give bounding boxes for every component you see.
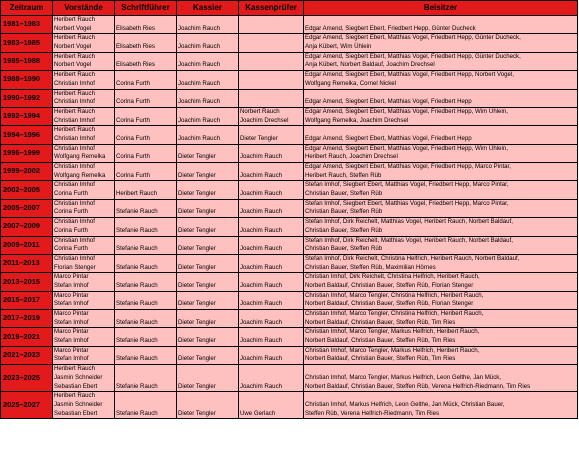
kassier-cell [177,163,239,181]
beisitzer-line: Christian Imhof, Dirk Reichelt, Christina Helfrich, Heribert Rauch, [305,273,480,281]
zeitraum-cell: 1981–1983 [1,16,53,34]
beisitzer-line: Wolfgang Remelka, Joachim Drechsel [305,116,409,124]
beisitzer-line: Christian Bauer, Steffen Rüb [305,226,383,234]
schriftfuehrer-line: Elisabeth Ries [116,61,155,69]
vorstaende-cell [53,236,115,254]
beisitzer-cell [304,310,578,328]
vorstand-name: Sebastian Ebert [54,409,98,417]
zeitraum-cell: 1994–1996 [1,126,53,144]
beisitzer-cell [304,328,578,346]
kassier-cell [177,89,239,107]
schriftfuehrer-line: Corina Furth [116,79,150,87]
beisitzer-cell [304,89,578,107]
beisitzer-cell [304,126,578,144]
beisitzer-cell [304,218,578,236]
vorstand-name: Christian Imhof [54,236,95,244]
table-row [1,236,578,254]
schriftfuehrer-cell [115,181,177,199]
table-row [1,163,578,181]
kassenpruefer-cell [239,107,304,125]
kassenpruefer-cell [239,254,304,272]
schriftfuehrer-line: Stefanie Rauch [116,300,158,308]
vorstaende-cell [53,218,115,236]
beisitzer-line: Wolfgang Remelka, Cornel Nickel [305,79,396,87]
kassenpruefer-cell [239,236,304,254]
vorstand-name: Marco Pintar [54,346,89,354]
vorstand-name: Wolfgang Remelka [54,171,106,179]
table-row [1,34,578,52]
beisitzer-line: Stefan Imhof, Dirk Reichelt, Christina Helfrich, Heribert Rauch, Norbert Baldauf, [305,254,520,262]
kassier-line: Dieter Tengler [178,226,216,234]
kassenpruefer-line: Joachim Rauch [240,245,282,253]
kassier-line: Dieter Tengler [178,300,216,308]
vorstand-name: Christian Imhof [54,181,95,189]
kassier-cell [177,218,239,236]
header-zeitraum: Zeitraum [1,1,53,16]
schriftfuehrer-line: Corina Furth [116,171,150,179]
beisitzer-cell [304,365,578,392]
vorstaende-cell [53,16,115,34]
kassier-line: Dieter Tengler [178,281,216,289]
table-row [1,126,578,144]
kassenpruefer-cell [239,310,304,328]
schriftfuehrer-line: Corina Furth [116,116,150,124]
table-row [1,218,578,236]
kassenpruefer-cell [239,144,304,162]
beisitzer-line: Norbert Baldauf, Christian Bauer, Steffen Rüb, Tim Ries [305,355,456,363]
zeitraum-cell: 2015–2017 [1,291,53,309]
schriftfuehrer-cell [115,365,177,392]
schriftfuehrer-cell [115,89,177,107]
schriftfuehrer-line: Stefanie Rauch [116,281,158,289]
vorstand-name: Wolfgang Remelka [54,153,106,161]
table-row [1,71,578,89]
kassenpruefer-line: Joachim Rauch [240,318,282,326]
table-body [1,16,578,419]
kassenpruefer-cell [239,328,304,346]
beisitzer-line: Christian Imhof, Marco Tengler, Christina Helfrich, Heribert Rauch, [305,291,484,299]
table-row [1,273,578,291]
schriftfuehrer-cell [115,291,177,309]
schriftfuehrer-line: Stefanie Rauch [116,409,158,417]
kassenpruefer-line: Joachim Rauch [240,171,282,179]
schriftfuehrer-line: Stefanie Rauch [116,337,158,345]
beisitzer-line: Norbert Baldauf, Christian Bauer, Steffen Rüb, Tim Ries [305,318,456,326]
schriftfuehrer-cell [115,273,177,291]
kassenpruefer-cell [239,34,304,52]
vorstand-name: Christian Imhof [54,199,95,207]
kassenpruefer-cell [239,218,304,236]
schriftfuehrer-cell [115,254,177,272]
beisitzer-line: Norbert Baldauf, Christian Bauer, Steffen Rüb, Tim Ries [305,337,456,345]
beisitzer-line: Stefan Imhof, Dirk Reichelt, Matthias Vogel, Heribert Rauch, Norbert Baldauf, [305,218,513,226]
beisitzer-line: Norbert Baldauf, Christian Bauer, Steffen Rüb, Verena Helfrich-Riedmann, Tim Ries [305,382,531,390]
schriftfuehrer-cell [115,392,177,419]
zeitraum-cell: 2025–2027 [1,392,53,419]
kassier-cell [177,144,239,162]
kassenpruefer-line: Uwe Gerlach [240,409,276,417]
vorstand-name: Marco Pintar [54,291,89,299]
vorstand-name: Christian Imhof [54,163,95,170]
kassenpruefer-line: Joachim Drechsel [240,116,289,124]
header-row [1,1,578,16]
schriftfuehrer-cell [115,346,177,364]
beisitzer-cell [304,392,578,419]
vorstand-name: Stefan Imhof [54,337,89,345]
zeitraum-cell: 2005–2007 [1,199,53,217]
vorstaende-cell [53,346,115,364]
kassenpruefer-cell [239,126,304,144]
vorstand-name: Heribert Rauch [54,71,95,79]
zeitraum-cell: 1996–1999 [1,144,53,162]
kassier-line: Dieter Tengler [178,318,216,326]
beisitzer-cell [304,346,578,364]
table-row [1,199,578,217]
vorstand-name: Norbert Vogel [54,61,92,69]
schriftfuehrer-cell [115,71,177,89]
schriftfuehrer-cell [115,163,177,181]
vorstand-name: Heribert Rauch [54,107,95,115]
beisitzer-line: Edgar Amend, Siegbert Ebert, Matthias Vogel, Friedbert Hepp [305,134,472,142]
vorstand-name: Stefan Imhof [54,355,89,363]
beisitzer-line: Christian Imhof, Marco Tengler, Markus Helfrich, Heribert Rauch, [305,328,480,336]
beisitzer-line: Edgar Amend, Siegbert Ebert, Matthias Vogel, Friedbert Hepp, Wim Ühlein, [305,144,508,152]
vorstand-name: Florian Stenger [54,263,96,271]
schriftfuehrer-line: Stefanie Rauch [116,263,158,271]
vorstand-name: Stefan Imhof [54,318,89,326]
beisitzer-cell [304,254,578,272]
schriftfuehrer-cell [115,144,177,162]
vorstand-name: Christian Imhof [54,144,95,152]
kassier-line: Dieter Tengler [178,171,216,179]
vorstand-name: Christian Imhof [54,254,95,262]
beisitzer-line: Edgar Amend, Siegbert Ebert, Matthias Vogel, Friedbert Hepp, Marco Pintar, [305,163,511,170]
zeitraum-cell: 1992–1994 [1,107,53,125]
table-row [1,392,578,419]
kassenpruefer-cell [239,365,304,392]
vorstaende-cell [53,126,115,144]
vorstaende-cell [53,328,115,346]
beisitzer-line: Christian Imhof, Marco Tengler, Markus Helfrich, Leon Gelthe, Jan Mück, [305,373,501,381]
schriftfuehrer-line: Stefanie Rauch [116,318,158,326]
vorstand-name: Marco Pintar [54,328,89,336]
table-row [1,107,578,125]
beisitzer-line: Stefan Imhof, Siegbert Ebert, Matthias Vogel, Friedbert Hepp, Marco Pintar, [305,181,509,189]
schriftfuehrer-cell [115,236,177,254]
vorstand-name: Christian Imhof [54,116,95,124]
kassier-cell [177,71,239,89]
table-row [1,144,578,162]
vorstand-name: Christian Imhof [54,134,95,142]
beisitzer-line: Stefan Imhof, Dirk Reichelt, Matthias Vogel, Heribert Rauch, Norbert Baldauf, [305,236,513,244]
kassenpruefer-line: Joachim Rauch [240,190,282,198]
vorstaende-cell [53,163,115,181]
table-row [1,254,578,272]
kassenpruefer-cell [239,163,304,181]
kassier-cell [177,328,239,346]
kassier-line: Dieter Tengler [178,153,216,161]
schriftfuehrer-line: Stefanie Rauch [116,355,158,363]
beisitzer-cell [304,181,578,199]
kassier-line: Dieter Tengler [178,337,216,345]
schriftfuehrer-cell [115,328,177,346]
zeitraum-cell: 1988–1990 [1,71,53,89]
kassier-line: Dieter Tengler [178,355,216,363]
beisitzer-line: Christian Imhof, Markus Helfrich, Leon Gelthe, Jan Mück, Christian Bauer, [305,400,505,408]
schriftfuehrer-line: Elisabeth Ries [116,24,155,32]
zeitraum-cell: 1985–1988 [1,52,53,70]
beisitzer-cell [304,107,578,125]
vorstand-name: Sebastian Ebert [54,382,98,390]
beisitzer-line: Stefan Imhof, Siegbert Ebert, Matthias Vogel, Friedbert Hepp, Marco Pintar, [305,199,509,207]
vorstand-name: Norbert Vogel [54,24,92,32]
table-row [1,52,578,70]
schriftfuehrer-cell [115,34,177,52]
table-row [1,328,578,346]
kassenpruefer-cell [239,291,304,309]
kassenpruefer-cell [239,71,304,89]
table-row [1,365,578,392]
vorstand-name: Corina Furth [54,190,88,198]
beisitzer-line: Anja Kübert, Norbert Baldauf, Joachim Drechsel [305,61,435,69]
kassier-cell [177,181,239,199]
kassenpruefer-cell [239,52,304,70]
kassier-line: Dieter Tengler [178,208,216,216]
vorstand-name: Heribert Rauch [54,365,95,373]
kassier-line: Dieter Tengler [178,409,216,417]
zeitraum-cell: 2007–2009 [1,218,53,236]
vorstaende-cell [53,392,115,419]
vorstaende-cell [53,71,115,89]
table-row [1,310,578,328]
kassier-cell [177,107,239,125]
kassier-line: Joachim Rauch [178,134,220,142]
beisitzer-line: Christian Imhof, Marco Tengler, Markus Helfrich, Heribert Rauch, [305,346,480,354]
vorstaende-cell [53,34,115,52]
vorstand-name: Stefan Imhof [54,300,89,308]
vorstand-name: Christian Imhof [54,218,95,226]
vorstand-name: Christian Imhof [54,98,95,106]
kassier-cell [177,34,239,52]
vorstaende-cell [53,107,115,125]
vorstand-name: Stefan Imhof [54,281,89,289]
vorstand-name: Jasmin Schneider [54,373,103,381]
schriftfuehrer-cell [115,126,177,144]
kassier-cell [177,236,239,254]
schriftfuehrer-cell [115,107,177,125]
kassier-cell [177,392,239,419]
kassier-line: Dieter Tengler [178,382,216,390]
kassenpruefer-cell [239,89,304,107]
table-row [1,346,578,364]
zeitraum-cell: 2013–2015 [1,273,53,291]
kassenpruefer-cell [239,392,304,419]
beisitzer-line: Edgar Amend, Siegbert Ebert, Friedbert Hepp, Günter Ducheck [305,24,476,32]
kassenpruefer-line: Norbert Rauch [240,107,280,115]
vorstaende-cell [53,273,115,291]
vorstaende-cell [53,365,115,392]
kassenpruefer-cell [239,181,304,199]
beisitzer-cell [304,71,578,89]
beisitzer-line: Edgar Amend, Siegbert Ebert, Matthias Vogel, Friedbert Hepp, Norbert Vogel, [305,71,514,79]
schriftfuehrer-line: Stefanie Rauch [116,245,158,253]
table-row [1,16,578,34]
zeitraum-cell: 2017–2019 [1,310,53,328]
kassenpruefer-line: Joachim Rauch [240,226,282,234]
zeitraum-cell: 2009–2011 [1,236,53,254]
beisitzer-cell [304,199,578,217]
kassier-line: Joachim Rauch [178,116,220,124]
kassenpruefer-line: Joachim Rauch [240,355,282,363]
kassenpruefer-cell [239,199,304,217]
vorstand-name: Jasmin Schneider [54,400,103,408]
kassenpruefer-line: Joachim Rauch [240,382,282,390]
header-beisitzer: Beisitzer [304,1,578,16]
header-schriftfuehrer: Schriftführer [115,1,177,16]
header-kassenpruefer: Kassenprüfer [239,1,304,16]
vorstand-name: Corina Furth [54,226,88,234]
kassier-cell [177,16,239,34]
kassier-line: Joachim Rauch [178,98,220,106]
kassier-cell [177,365,239,392]
vorstand-name: Heribert Rauch [54,392,95,400]
zeitraum-cell: 2019–2021 [1,328,53,346]
vorstaende-cell [53,52,115,70]
zeitraum-cell: 2021–2023 [1,346,53,364]
kassenpruefer-line: Joachim Rauch [240,208,282,216]
beisitzer-line: Norbert Baldauf, Christian Bauer, Steffen Rüb, Florian Stenger [305,300,474,308]
zeitraum-cell: 2011–2013 [1,254,53,272]
beisitzer-line: Anja Kübert, Wim Ühlein [305,43,372,51]
vorstand-name: Heribert Rauch [54,89,95,97]
schriftfuehrer-line: Heribert Rauch [116,190,157,198]
schriftfuehrer-line: Elisabeth Ries [116,43,155,51]
kassier-line: Joachim Rauch [178,61,220,69]
beisitzer-line: Norbert Baldauf, Christian Bauer, Steffen Rüb, Florian Stenger [305,281,474,289]
vorstaende-cell [53,144,115,162]
kassenpruefer-cell [239,273,304,291]
kassenpruefer-line: Joachim Rauch [240,281,282,289]
zeitraum-cell: 1990–1992 [1,89,53,107]
vorstand-name: Heribert Rauch [54,52,95,60]
kassenpruefer-line: Joachim Rauch [240,153,282,161]
kassenpruefer-cell [239,346,304,364]
vorstaende-cell [53,291,115,309]
kassenpruefer-line: Joachim Rauch [240,263,282,271]
kassier-cell [177,254,239,272]
beisitzer-line: Edgar Amend, Siegbert Ebert, Matthias Vogel, Friedbert Hepp, Wim Ühlein, [305,107,508,115]
vorstand-name: Corina Furth [54,208,88,216]
schriftfuehrer-line: Stefanie Rauch [116,208,158,216]
kassenpruefer-line: Dieter Tengler [240,134,278,142]
kassier-cell [177,346,239,364]
zeitraum-cell: 2023–2025 [1,365,53,392]
vorstaende-cell [53,89,115,107]
kassier-line: Dieter Tengler [178,190,216,198]
beisitzer-line: Heribert Rauch, Joachim Drechsel [305,153,398,161]
kassenpruefer-cell [239,16,304,34]
table-row [1,89,578,107]
beisitzer-cell [304,273,578,291]
beisitzer-line: Christian Bauer, Steffen Rüb [305,190,383,198]
header-vorstaende: Vorstände [53,1,115,16]
beisitzer-line: Edgar Amend, Siegbert Ebert, Matthias Vogel, Friedbert Hepp [305,98,472,106]
zeitraum-cell: 1983–1985 [1,34,53,52]
schriftfuehrer-cell [115,16,177,34]
kassier-line: Joachim Rauch [178,24,220,32]
kassenpruefer-line: Joachim Rauch [240,300,282,308]
beisitzer-line: Edgar Amend, Siegbert Ebert, Matthias Vogel, Friedbert Hepp, Günter Ducheck, [305,34,521,42]
vorstand-name: Corina Furth [54,245,88,253]
kassier-line: Joachim Rauch [178,43,220,51]
table-row [1,291,578,309]
vorstand-name: Marco Pintar [54,310,89,317]
beisitzer-cell [304,52,578,70]
kassier-cell [177,291,239,309]
vorstand-name: Heribert Rauch [54,126,95,134]
table-row [1,181,578,199]
beisitzer-line: Edgar Amend, Siegbert Ebert, Matthias Vogel, Friedbert Hepp, Günter Ducheck, [305,52,521,60]
kassier-cell [177,273,239,291]
vorstand-name: Norbert Vogel [54,43,92,51]
schriftfuehrer-cell [115,199,177,217]
schriftfuehrer-cell [115,52,177,70]
header-kassier: Kassier [177,1,239,16]
beisitzer-cell [304,34,578,52]
schriftfuehrer-line: Corina Furth [116,153,150,161]
schriftfuehrer-cell [115,310,177,328]
vorstand-name: Heribert Rauch [54,34,95,42]
kassier-cell [177,310,239,328]
beisitzer-line: Steffen Rüb, Verena Helfrich-Riedmann, Tim Ries [305,409,440,417]
beisitzer-line: Christian Bauer, Steffen Rüb [305,208,383,216]
schriftfuehrer-line: Corina Furth [116,134,150,142]
schriftfuehrer-line: Stefanie Rauch [116,382,158,390]
schriftfuehrer-cell [115,218,177,236]
kassier-cell [177,199,239,217]
vorstand-name: Christian Imhof [54,79,95,87]
schriftfuehrer-line: Corina Furth [116,98,150,106]
vorstand-name: Heribert Rauch [54,16,95,23]
vorstaende-cell [53,199,115,217]
beisitzer-line: Christian Bauer, Steffen Rüb [305,245,383,253]
kassier-line: Dieter Tengler [178,245,216,253]
kassier-line: Dieter Tengler [178,263,216,271]
kassier-line: Joachim Rauch [178,79,220,87]
kassier-cell [177,52,239,70]
schriftfuehrer-line: Stefanie Rauch [116,226,158,234]
zeitraum-cell: 1999–2002 [1,163,53,181]
beisitzer-cell [304,16,578,34]
vorstaende-cell [53,310,115,328]
beisitzer-cell [304,144,578,162]
kassenpruefer-line: Joachim Rauch [240,337,282,345]
vorstaende-cell [53,181,115,199]
beisitzer-cell [304,236,578,254]
zeitraum-cell: 2002–2005 [1,181,53,199]
beisitzer-line: Christian Imhof, Marco Tengler, Christina Helfrich, Heribert Rauch, [305,310,484,317]
beisitzer-cell [304,291,578,309]
vorstand-name: Marco Pintar [54,273,89,281]
beisitzer-cell [304,163,578,181]
beisitzer-line: Heribert Rauch, Steffen Rüb [305,171,382,179]
vorstaende-cell [53,254,115,272]
kassier-cell [177,126,239,144]
beisitzer-line: Christian Bauer, Steffen Rüb, Maximilian Hörnes [305,263,436,271]
